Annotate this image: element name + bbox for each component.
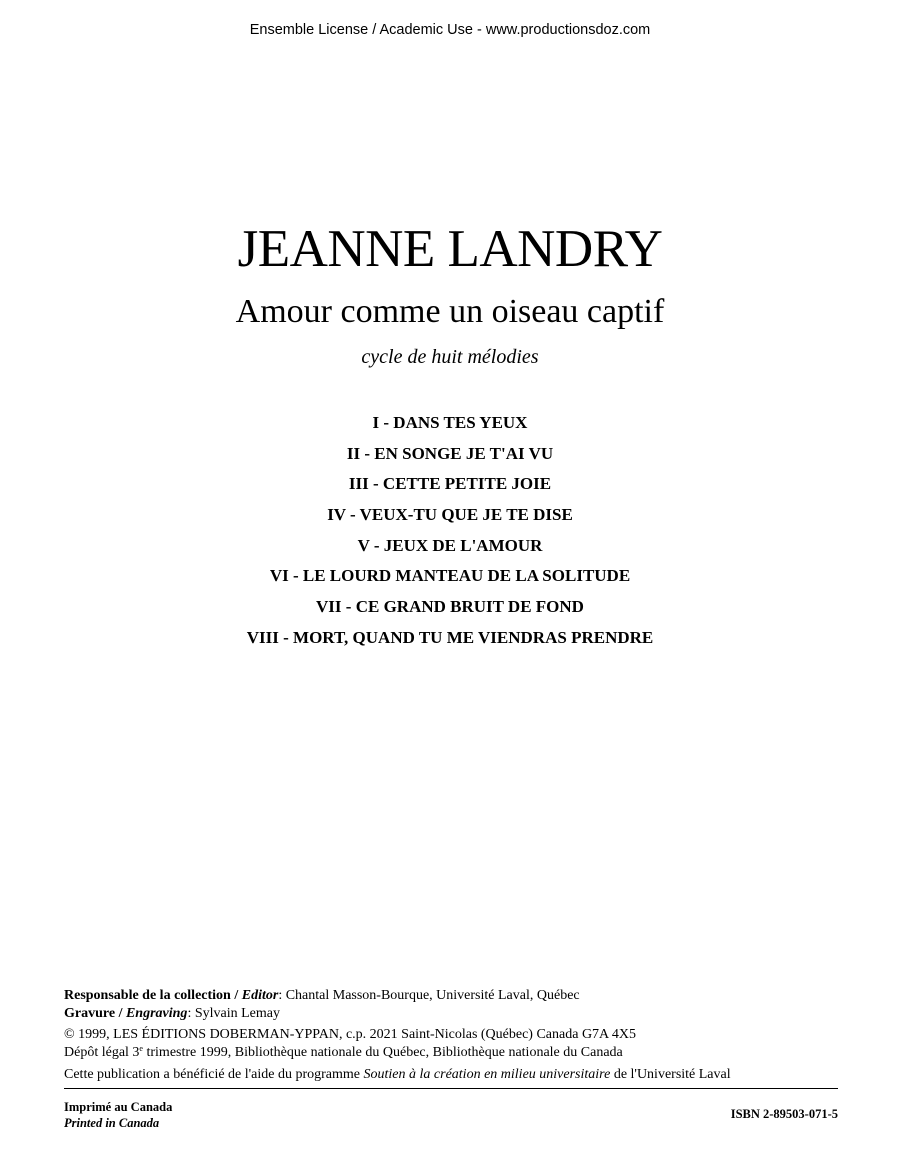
composer-name: JEANNE LANDRY — [237, 220, 663, 278]
credits-block — [64, 987, 844, 1084]
editor-slash: / — [230, 988, 242, 1003]
engraving-label-en: Engraving — [125, 1006, 188, 1021]
movement-item: VIII - MORT, QUAND TU ME VIENDRAS PRENDRE — [246, 627, 654, 647]
support-suffix: de l'Université Laval — [610, 1067, 731, 1082]
copyright-line: © 1999, LES ÉDITIONS DOBERMAN-YPPAN, c.p. 2021 Saint-Nicolas (Québec) Canada G7A 4X5 — [64, 1027, 637, 1042]
support-prefix: Cette publication a bénéficié de l'aide du programme — [64, 1067, 364, 1082]
movement-item: I - DANS TES YEUX — [372, 413, 528, 432]
editor-label-en: Editor — [241, 988, 279, 1003]
movement-list — [0, 408, 900, 654]
deposit-rest: trimestre 1999, Bibliothèque nationale du Québec, Bibliothèque nationale du Canada — [142, 1045, 623, 1060]
legal-deposit-line — [64, 1044, 844, 1062]
printed-fr: Imprimé au Canada — [64, 1100, 173, 1114]
movement-item: V - JEUX DE L'AMOUR — [357, 535, 543, 555]
printed-in — [64, 1099, 172, 1131]
engraving-slash: / — [115, 1006, 126, 1021]
movement-item: III - CETTE PETITE JOIE — [348, 474, 552, 494]
support-line — [64, 1066, 844, 1084]
isbn: ISBN 2-89503-071-5 — [730, 1107, 838, 1121]
engraving-credit — [64, 1005, 844, 1023]
movement-item: II - EN SONGE JE T'AI VU — [346, 443, 554, 463]
work-subtitle: cycle de huit mélodies — [361, 346, 539, 368]
movement-item: VII - CE GRAND BRUIT DE FOND — [316, 597, 584, 617]
movement-item: IV - VEUX-TU QUE JE TE DISE — [327, 505, 573, 525]
engraving-label-fr: Gravure — [64, 1006, 116, 1021]
editor-value: : Chantal Masson-Bourque, Université Laval, Québec — [278, 988, 580, 1003]
license-notice: Ensemble License / Academic Use - www.productionsdoz.com — [249, 22, 651, 38]
movement-item: VI - LE LOURD MANTEAU DE LA SOLITUDE — [269, 566, 631, 586]
printed-en: Printed in Canada — [64, 1116, 160, 1130]
footer-divider — [64, 1088, 838, 1089]
deposit-prefix: Dépôt légal 3 — [64, 1045, 140, 1060]
work-title: Amour comme un oiseau captif — [235, 293, 665, 330]
deposit-superscript: e — [139, 1044, 143, 1053]
editor-credit — [64, 987, 844, 1005]
engraving-value: : Sylvain Lemay — [187, 1006, 280, 1021]
editor-label-fr: Responsable de la collection — [64, 988, 231, 1003]
support-program: Soutien à la création en milieu universitaire — [363, 1067, 611, 1082]
